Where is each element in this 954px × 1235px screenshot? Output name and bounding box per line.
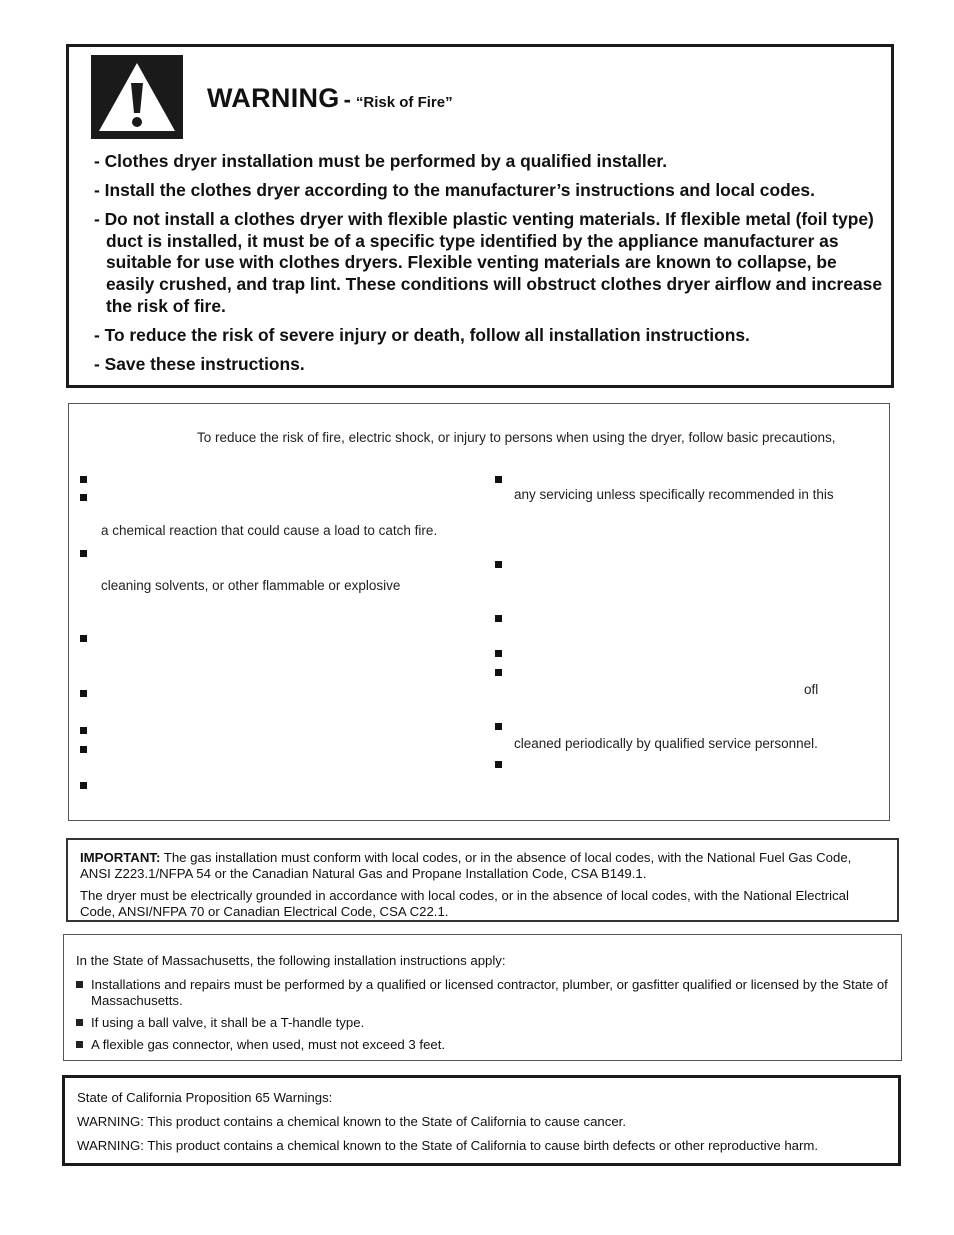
massachusetts-intro: In the State of Massachusetts, the following installation instructions apply: (76, 953, 506, 968)
bullet-square (495, 723, 502, 730)
safety-instructions-box (68, 403, 890, 821)
massachusetts-list (76, 977, 889, 1053)
warning-item: - Do not install a clothes dryer with flexible plastic venting materials. If flexible metal (foil type) duct is installed, it must be of a specific type identified by the appliance manufacturer as suitable for use with clothes dryers. Flexible venting materials are known to collapse, be easily crushed, and trap lint. These conditions will obstruct clothes dryer airflow and increase the risk of fire. (94, 209, 883, 316)
california-prop65-box (62, 1075, 901, 1166)
bullet-square (80, 690, 87, 697)
bullet-square (495, 561, 502, 568)
bullet-square (80, 494, 87, 501)
important-label: IMPORTANT: (80, 850, 161, 865)
list-item (76, 977, 889, 1009)
bullet-square (80, 476, 87, 483)
warning-subtitle: “Risk of Fire” (355, 94, 453, 111)
safety-right-text: cleaned periodically by qualified service personnel. (514, 736, 818, 751)
massachusetts-box (63, 934, 902, 1061)
bullet-square (80, 550, 87, 557)
fire-warning-box (66, 44, 894, 388)
list-item-text: If using a ball valve, it shall be a T-handle type. (91, 1015, 365, 1030)
california-warning-2: WARNING: This product contains a chemical known to the State of California to cause birth defects or other reproductive harm. (77, 1138, 819, 1153)
bullet-square (495, 615, 502, 622)
bullet-square (495, 476, 502, 483)
california-warning-1: WARNING: This product contains a chemical known to the State of California to cause cancer. (77, 1114, 627, 1129)
warning-list (94, 151, 884, 383)
important-paragraph-1 (80, 850, 885, 882)
bullet-square (76, 981, 83, 988)
bullet-square (76, 1041, 83, 1048)
safety-left-text: cleaning solvents, or other flammable or explosive (101, 578, 401, 593)
safety-left-text: a chemical reaction that could cause a load to catch fire. (101, 523, 438, 538)
important-text-2: The dryer must be electrically grounded in accordance with local codes, or in the absence of local codes, with the National Electrical Code, ANSI/NFPA 70 or Canadian Electrical Code, CSA C22.1. (80, 888, 849, 919)
bullet-square (80, 727, 87, 734)
bullet-square (495, 669, 502, 676)
important-text-1: The gas installation must conform with local codes, or in the absence of local codes, with the National Fuel Gas Code, ANSI Z223.1/NFPA 54 or the Canadian Natural Gas and Propane Installation Code, CSA B149.1. (80, 850, 852, 881)
safety-right-text: any servicing unless specifically recommended in this (514, 487, 834, 502)
bullet-square (80, 635, 87, 642)
warning-heading (207, 83, 453, 114)
bullet-square (76, 1019, 83, 1026)
bullet-square (80, 746, 87, 753)
list-item (76, 1015, 889, 1031)
warning-triangle-icon (91, 55, 183, 139)
bullet-square (80, 782, 87, 789)
safety-right-text: ofl (804, 682, 819, 697)
warning-title: WARNING (207, 83, 340, 113)
warning-item: - Install the clothes dryer according to the manufacturer’s instructions and local codes. (94, 180, 815, 201)
california-heading: State of California Proposition 65 Warnings: (77, 1090, 333, 1105)
bullet-square (495, 650, 502, 657)
important-notice-box (66, 838, 899, 922)
warning-item: - Clothes dryer installation must be performed by a qualified installer. (94, 151, 668, 171)
warning-item: - To reduce the risk of severe injury or death, follow all installation instructions. (94, 324, 750, 345)
list-item-text: Installations and repairs must be performed by a qualified or licensed contractor, plumber, or gasfitter qualified or licensed by the State of Massachusetts. (91, 977, 888, 1008)
warning-separator: - (343, 87, 351, 112)
safety-intro: To reduce the risk of fire, electric shock, or injury to persons when using the dryer, follow basic precautions, (197, 430, 836, 445)
warning-item: - Save these instructions. (94, 353, 305, 374)
list-item (76, 1037, 889, 1053)
list-item-text: A flexible gas connector, when used, must not exceed 3 feet. (91, 1037, 446, 1052)
bullet-square (495, 761, 502, 768)
